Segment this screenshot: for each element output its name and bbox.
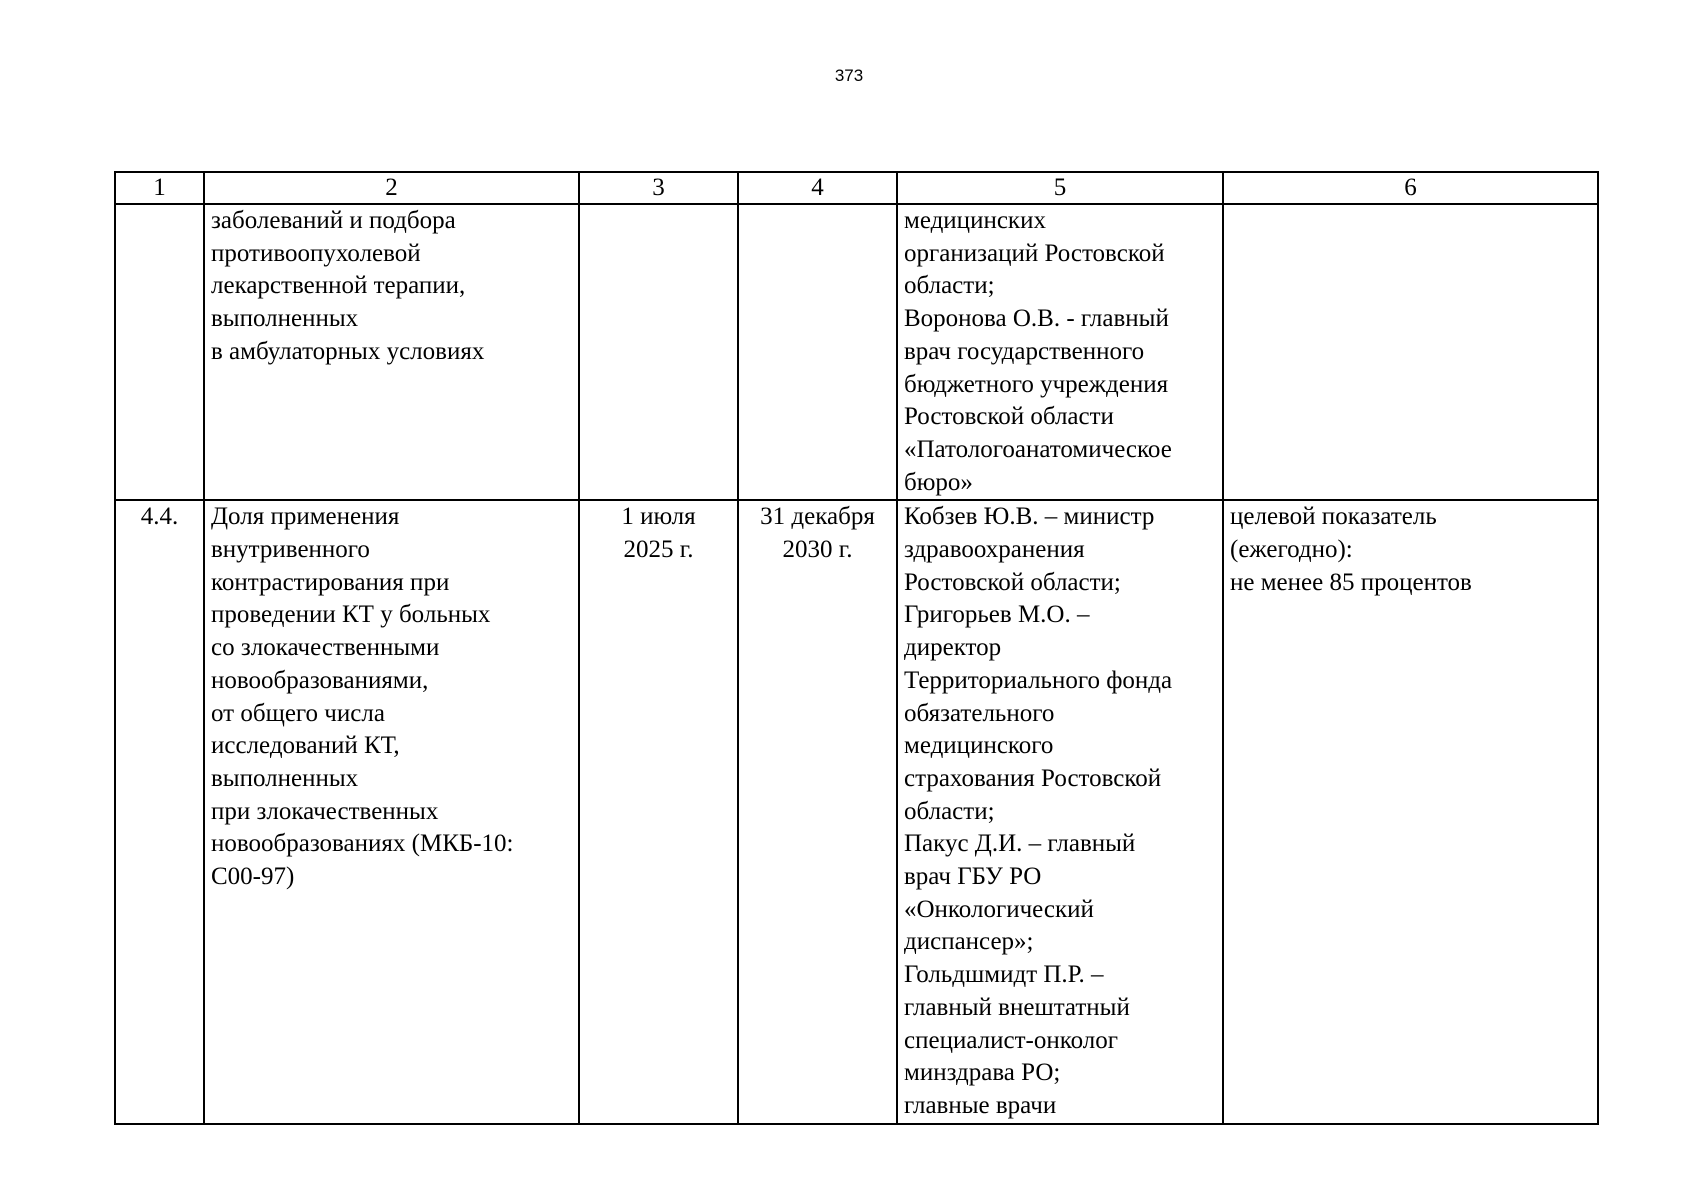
cell-text-line: диспансер»; [904, 928, 1034, 956]
cell-text-line: в амбулаторных условиях [211, 337, 485, 365]
cell-text-line: главный внештатный [904, 993, 1130, 1021]
cell-text-line: обязательного [904, 699, 1055, 727]
cell-text-line: 2025 г. [623, 536, 694, 564]
cell-text-line: не менее 85 процентов [1230, 568, 1472, 596]
cell-text-line: главные врачи [904, 1091, 1057, 1119]
cell-text-line: со злокачественными [211, 634, 440, 662]
cell-number [115, 204, 204, 500]
cell-text-line: Доля применения [211, 503, 400, 531]
cell-number [115, 500, 204, 1123]
cell-text-line: 1 июля [621, 503, 696, 531]
cell-text-line: медицинских [904, 207, 1046, 234]
plan-table [114, 171, 1599, 1125]
cell-text-line: «Онкологический [904, 895, 1094, 923]
cell-text-line: выполненных [211, 764, 359, 792]
table-row-continuation [115, 204, 1598, 500]
cell-responsible [897, 204, 1223, 500]
cell-start-date [579, 500, 738, 1123]
column-header-5: 5 [897, 172, 1223, 204]
cell-text-line: внутривенного [211, 536, 370, 564]
cell-text-line: (ежегодно): [1230, 536, 1353, 564]
page-number: 373 [834, 66, 864, 85]
cell-text-line: «Патологоанатомическое [904, 435, 1172, 463]
cell-text-line: от общего числа [211, 699, 385, 727]
cell-text-line: новообразованиях (МКБ-10: [211, 830, 514, 858]
cell-text-line: врач государственного [904, 337, 1145, 365]
cell-text-line: Кобзев Ю.В. – министр [904, 503, 1155, 531]
cell-end-date [738, 500, 897, 1123]
cell-result [1223, 204, 1598, 500]
cell-end-date [738, 204, 897, 500]
cell-description [204, 500, 579, 1123]
column-header-2: 2 [204, 172, 579, 204]
cell-text-line: лекарственной терапии, [211, 272, 466, 300]
cell-text-line: контрастирования при [211, 568, 450, 596]
cell-text-line: здравоохранения [904, 536, 1085, 564]
cell-text-line: 2030 г. [782, 536, 853, 564]
cell-text-line: Григорьев М.О. – [904, 601, 1090, 629]
cell-text-line: бюджетного учреждения [904, 370, 1169, 398]
cell-text-line: Пакус Д.И. – главный [904, 830, 1136, 858]
cell-text-line: страхования Ростовской [904, 764, 1162, 792]
cell-text-line: противоопухолевой [211, 239, 421, 267]
cell-text-line: при злокачественных [211, 797, 439, 825]
cell-text-line: Ростовской области [904, 403, 1114, 431]
table-header-row [115, 172, 1598, 204]
cell-text-line: минздрава РО; [904, 1059, 1061, 1087]
cell-text-line: медицинского [904, 732, 1054, 760]
cell-text-line: Территориального фонда [904, 666, 1173, 694]
cell-text-line: заболеваний и подбора [211, 207, 456, 234]
cell-text-line: 4.4. [140, 503, 179, 531]
column-header-1: 1 [115, 172, 204, 204]
cell-text-line: выполненных [211, 305, 359, 333]
cell-text-line: области; [904, 797, 995, 825]
cell-result [1223, 500, 1598, 1123]
cell-start-date [579, 204, 738, 500]
column-header-6: 6 [1223, 172, 1598, 204]
cell-text-line: директор [904, 634, 1002, 662]
cell-text-line: врач ГБУ РО [904, 863, 1042, 891]
cell-responsible [897, 500, 1223, 1123]
cell-text-line: бюро» [904, 468, 973, 496]
cell-text-line: исследований КТ, [211, 732, 400, 760]
cell-text-line: специалист-онколог [904, 1026, 1119, 1054]
table-row-4-4 [115, 500, 1598, 1123]
cell-text-line: Воронова О.В. - главный [904, 305, 1169, 333]
cell-text-line: Ростовской области; [904, 568, 1121, 596]
column-header-4: 4 [738, 172, 897, 204]
cell-text-line: С00-97) [211, 863, 295, 891]
cell-description [204, 204, 579, 500]
cell-text-line: организаций Ростовской [904, 239, 1165, 267]
cell-text-line: целевой показатель [1230, 503, 1437, 531]
cell-text-line: Гольдшмидт П.Р. – [904, 961, 1104, 989]
cell-text-line: проведении КТ у больных [211, 601, 491, 629]
cell-text-line: области; [904, 272, 995, 300]
cell-text-line: 31 декабря [760, 503, 875, 531]
column-header-3: 3 [579, 172, 738, 204]
cell-text-line: новообразованиями, [211, 666, 429, 694]
